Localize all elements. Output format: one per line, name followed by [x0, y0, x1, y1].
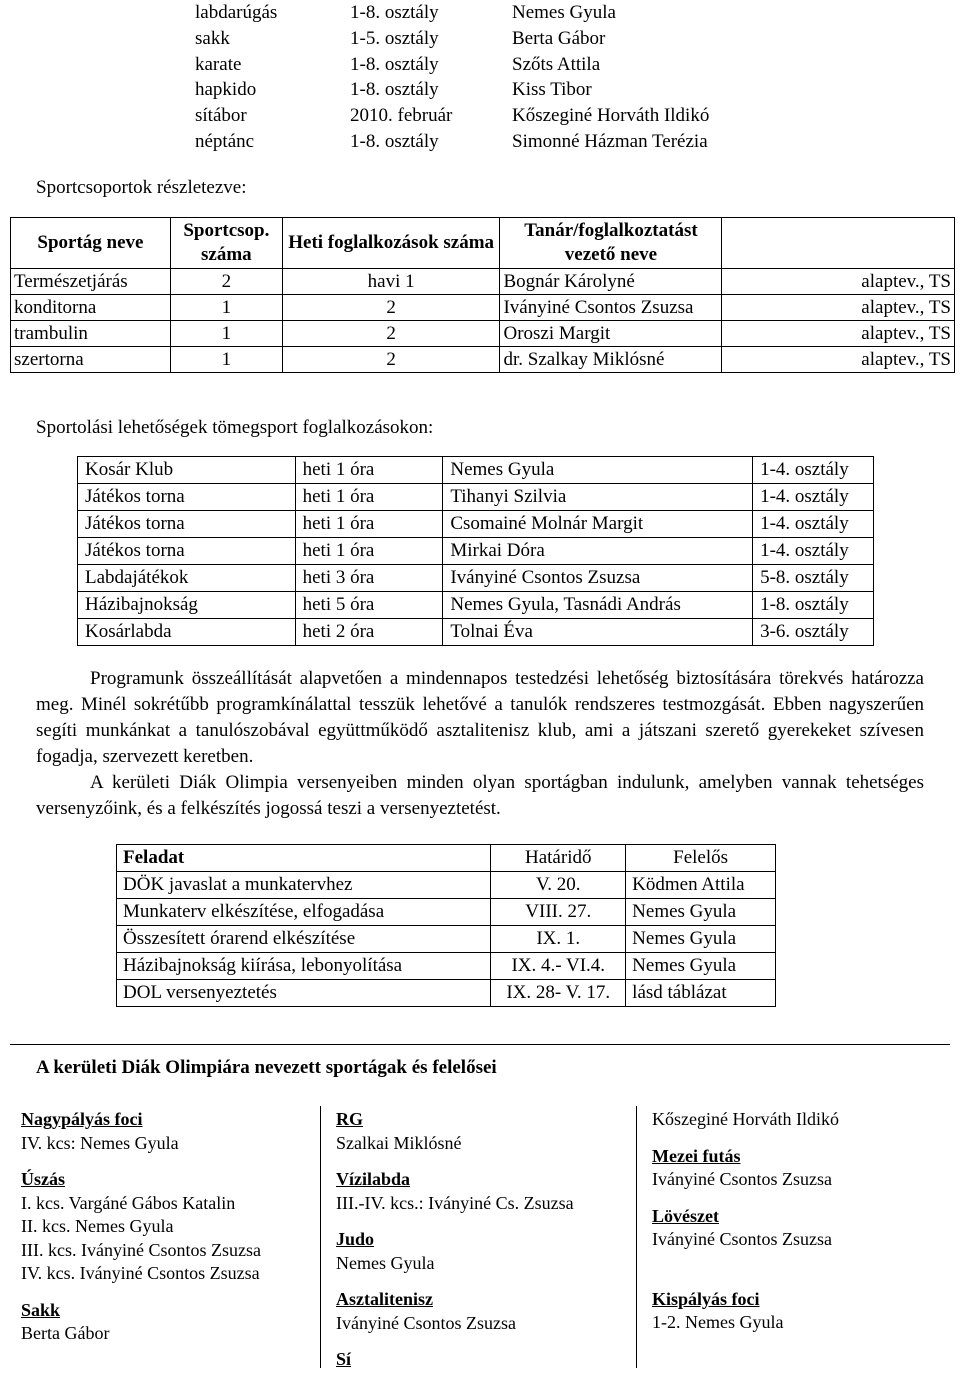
mass-sport-table	[77, 456, 874, 646]
table-cell: 1-8. osztály	[753, 592, 874, 619]
table-cell: VIII. 27.	[491, 899, 626, 926]
category-title: Sí	[336, 1349, 352, 1369]
table-cell: heti 5 óra	[295, 592, 443, 619]
table-row	[78, 484, 874, 511]
groups-table	[10, 217, 955, 373]
responsible: III. kcs. Iványiné Csontos Zsuzsa	[21, 1239, 261, 1260]
table-cell: 1-4. osztály	[753, 511, 874, 538]
table-cell: Játékos torna	[78, 484, 296, 511]
table-cell: Házibajnokság	[78, 592, 296, 619]
category-title: Judo	[336, 1229, 375, 1249]
table-cell: Munkaterv elkészítése, elfogadása	[117, 899, 491, 926]
table-cell: heti 1 óra	[295, 484, 443, 511]
tasks-table	[116, 844, 776, 1007]
table-cell: Házibajnokság kiírása, lebonyolítása	[117, 953, 491, 980]
list-item	[652, 1205, 952, 1252]
table-header-row	[11, 218, 955, 269]
table-cell: 2	[282, 295, 500, 321]
sport-name: sakk	[195, 27, 230, 49]
header-cell: Heti foglalkozások száma	[282, 218, 500, 269]
grade: 2010. február	[350, 105, 453, 127]
list-item	[336, 1228, 626, 1275]
category-title: Úszás	[21, 1169, 65, 1189]
table-cell: 3-6. osztály	[753, 619, 874, 646]
table-cell: havi 1	[282, 269, 500, 295]
olympia-column-1	[21, 1108, 311, 1359]
list-item	[195, 77, 709, 103]
table-cell: dr. Szalkay Miklósné	[500, 347, 722, 373]
table-cell: 1-4. osztály	[753, 457, 874, 484]
table-cell: Nemes Gyula	[626, 899, 776, 926]
responsible: IV. kcs. Iványiné Csontos Zsuzsa	[21, 1263, 260, 1283]
category-title: Asztalitenisz	[336, 1289, 433, 1309]
table-row	[117, 980, 776, 1007]
category-title: Mezei futás	[652, 1145, 741, 1166]
sport-name: labdarúgás	[195, 2, 278, 23]
list-item	[336, 1288, 626, 1335]
table-row	[78, 457, 874, 484]
table-cell: 2	[170, 269, 282, 295]
table-header-row	[117, 845, 776, 872]
responsible: 1-2. Nemes Gyula	[652, 1312, 784, 1332]
table-cell: 2	[282, 347, 500, 373]
body-text	[36, 666, 924, 822]
top-sport-list	[195, 0, 709, 155]
table-cell: 1	[170, 295, 282, 321]
table-cell: alaptev., TS	[722, 321, 955, 347]
grade: 1-8. osztály	[350, 53, 439, 75]
table-cell: alaptev., TS	[722, 269, 955, 295]
table-cell: Labdajátékok	[78, 565, 296, 592]
divider	[10, 1044, 950, 1045]
category-title: Lövészet	[652, 1205, 719, 1226]
table-cell: Nemes Gyula	[443, 457, 753, 484]
table-cell: Kosárlabda	[78, 619, 296, 646]
table-row	[117, 926, 776, 953]
responsible: II. kcs. Nemes Gyula	[21, 1216, 174, 1236]
table-cell: Ködmen Attila	[626, 872, 776, 899]
list-item	[195, 103, 709, 129]
table-cell: Csomainé Molnár Margit	[443, 511, 753, 538]
table-cell: 1	[170, 347, 282, 373]
header-cell: Sportcsop. száma	[170, 218, 282, 269]
table-row	[78, 619, 874, 646]
responsible: IV. kcs: Nemes Gyula	[21, 1132, 179, 1153]
table-cell: heti 1 óra	[295, 538, 443, 565]
table-row	[11, 347, 955, 373]
table-cell: konditorna	[11, 295, 171, 321]
table-cell: heti 2 óra	[295, 619, 443, 646]
responsible: Kőszeginé Horváth Ildikó	[652, 1109, 839, 1129]
teacher: Kőszeginé Horváth Ildikó	[512, 105, 710, 127]
table-cell: Mirkai Dóra	[443, 538, 753, 565]
paragraph: Programunk összeállítását alapvetően a mindennapos testedzési lehetőség biztosítására törekvés határozza meg. Minél sokrétűbb programkínálattal tesszük lehetővé a tanulók rendszeres testmozgását. Ebben nagyszerűen segíti munkánkat a tanulószobával együttműködő asztalitenisz klub, ami a játszani szerető gyerekeket szívesen fogadja, szervezett keretben.	[36, 668, 924, 767]
table-cell: heti 1 óra	[295, 511, 443, 538]
table-cell: Tihanyi Szilvia	[443, 484, 753, 511]
table-row	[78, 565, 874, 592]
paragraph: A kerületi Diák Olimpia versenyeiben minden olyan sportágban indulunk, amelyben vannak tehetséges versenyzőink, és a felkészítés jogossá teszi a versenyeztetést.	[36, 772, 924, 819]
list-item	[21, 1168, 311, 1286]
responsible: Berta Gábor	[21, 1323, 110, 1343]
table-cell: Kosár Klub	[78, 457, 296, 484]
header-cell: Tanár/foglalkoztatást vezető neve	[500, 218, 722, 269]
list-item	[21, 1299, 311, 1346]
category-title: Vízilabda	[336, 1169, 411, 1189]
table-cell: DÖK javaslat a munkatervhez	[117, 872, 491, 899]
sport-name: hapkido	[195, 79, 257, 101]
table-row	[117, 953, 776, 980]
header-cell	[722, 218, 955, 269]
table-cell: Iványiné Csontos Zsuzsa	[443, 565, 753, 592]
table-cell: 1	[170, 321, 282, 347]
grade: 1-8. osztály	[350, 130, 439, 152]
teacher: Szőts Attila	[512, 53, 601, 75]
responsible: III.-IV. kcs.: Iványiné Cs. Zsuzsa	[336, 1192, 574, 1213]
table-row	[117, 899, 776, 926]
table-row	[11, 321, 955, 347]
table-cell: Bognár Károlyné	[500, 269, 722, 295]
table-row	[78, 538, 874, 565]
responsible: Iványiné Csontos Zsuzsa	[336, 1312, 516, 1333]
grade: 1-5. osztály	[350, 27, 439, 49]
table-cell: lásd táblázat	[626, 980, 776, 1007]
table-cell: IX. 1.	[491, 926, 626, 953]
table-cell: Játékos torna	[78, 511, 296, 538]
table-row	[78, 511, 874, 538]
table-cell: Nemes Gyula	[626, 926, 776, 953]
responsible: I. kcs. Vargáné Gábos Katalin	[21, 1192, 236, 1213]
section-heading-mass-sport: Sportolási lehetőségek tömegsport foglalkozásokon:	[36, 417, 434, 438]
table-cell: Nemes Gyula, Tasnádi András	[443, 592, 753, 619]
table-row	[11, 295, 955, 321]
header-cell: Határidő	[491, 845, 626, 872]
list-item	[195, 26, 709, 52]
table-cell: heti 1 óra	[295, 457, 443, 484]
table-cell: DOL versenyeztetés	[117, 980, 491, 1007]
list-item	[652, 1108, 952, 1132]
header-cell: Felelős	[626, 845, 776, 872]
list-item	[336, 1108, 626, 1155]
table-cell: Tolnai Éva	[443, 619, 753, 646]
table-cell: IX. 4.- VI.4.	[491, 953, 626, 980]
list-item	[195, 129, 709, 155]
sport-name: néptánc	[195, 130, 255, 152]
teacher: Simonné Házman Terézia	[512, 130, 708, 152]
header-cell: Sportág neve	[11, 218, 171, 269]
table-cell: Természetjárás	[11, 269, 171, 295]
teacher: Nemes Gyula	[512, 2, 616, 23]
table-cell: Oroszi Margit	[500, 321, 722, 347]
table-cell: Játékos torna	[78, 538, 296, 565]
teacher: Kiss Tibor	[512, 79, 592, 101]
column-divider	[636, 1106, 637, 1368]
list-item	[336, 1168, 626, 1215]
table-cell: IX. 28- V. 17.	[491, 980, 626, 1007]
category-title: Sakk	[21, 1299, 61, 1320]
category-title: Kispályás foci	[652, 1288, 760, 1309]
responsible: Iványiné Csontos Zsuzsa	[652, 1229, 832, 1249]
table-cell: szertorna	[11, 347, 171, 373]
table-cell: Összesített órarend elkészítése	[117, 926, 491, 953]
responsible: Nemes Gyula	[336, 1252, 435, 1273]
olympia-column-2	[336, 1108, 626, 1385]
list-item	[21, 1108, 311, 1155]
table-cell: alaptev., TS	[722, 295, 955, 321]
table-row	[11, 269, 955, 295]
table-cell: heti 3 óra	[295, 565, 443, 592]
list-item	[195, 0, 709, 26]
table-cell: alaptev., TS	[722, 347, 955, 373]
responsible: Szalkai Miklósné	[336, 1132, 462, 1153]
column-divider	[320, 1106, 321, 1368]
table-cell: Nemes Gyula	[626, 953, 776, 980]
list-item	[652, 1288, 952, 1335]
olympia-column-3	[652, 1108, 952, 1348]
table-cell: 5-8. osztály	[753, 565, 874, 592]
responsible: Iványiné Csontos Zsuzsa	[652, 1169, 832, 1189]
list-item	[652, 1145, 952, 1192]
table-row	[78, 592, 874, 619]
table-cell: 1-4. osztály	[753, 484, 874, 511]
grade: 1-8. osztály	[350, 79, 439, 101]
table-row	[117, 872, 776, 899]
table-cell: V. 20.	[491, 872, 626, 899]
section-heading-olympia: A kerületi Diák Olimpiára nevezett sportágak és felelősei	[36, 1057, 497, 1078]
table-cell: Iványiné Csontos Zsuzsa	[500, 295, 722, 321]
category-title: RG	[336, 1109, 363, 1129]
teacher: Berta Gábor	[512, 27, 606, 49]
table-cell: 1-4. osztály	[753, 538, 874, 565]
list-item	[336, 1348, 626, 1372]
sport-name: karate	[195, 53, 242, 75]
table-cell: trambulin	[11, 321, 171, 347]
grade: 1-8. osztály	[350, 2, 439, 23]
table-cell: 2	[282, 321, 500, 347]
section-heading-groups: Sportcsoportok részletezve:	[36, 177, 247, 198]
list-item	[195, 52, 709, 78]
category-title: Nagypályás foci	[21, 1109, 143, 1129]
sport-name: sítábor	[195, 105, 247, 127]
header-cell: Feladat	[117, 845, 491, 872]
